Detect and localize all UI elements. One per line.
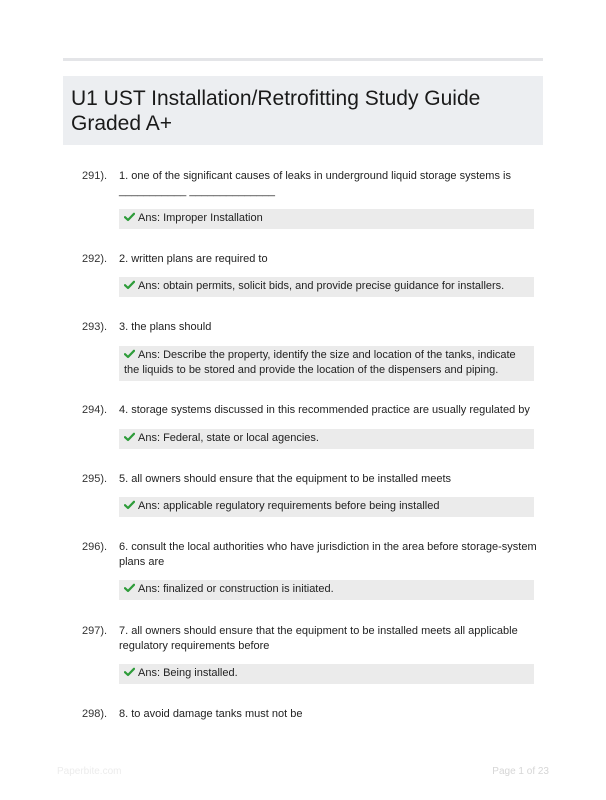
page-indicator: Page 1 of 23 [492, 766, 549, 777]
answer-box [119, 209, 534, 229]
answer-text: Ans: Federal, state or local agencies. [138, 432, 319, 444]
question-number: 292). [82, 253, 108, 265]
top-rule [63, 58, 543, 61]
answer-text: Ans: applicable regulatory requirements before being installed [138, 500, 440, 512]
check-icon [124, 212, 135, 222]
question-number: 294). [82, 404, 108, 416]
check-icon [124, 667, 135, 677]
check-icon [124, 349, 135, 359]
page-title [71, 86, 533, 136]
question-number: 298). [82, 708, 108, 720]
question-text: 6. consult the local authorities who have jurisdiction in the area before storage-system plans are [119, 541, 537, 568]
question-number: 297). [82, 625, 108, 637]
question-number: 295). [82, 473, 108, 485]
question-text: 2. written plans are required to [119, 253, 268, 265]
footer-watermark: Paperbite.com [57, 766, 122, 777]
question-text: 3. the plans should [119, 321, 212, 333]
answer-text: Ans: Improper Installation [138, 212, 263, 224]
check-icon [124, 280, 135, 290]
answer-box [119, 346, 534, 381]
question-text: 1. one of the significant causes of leaks in underground liquid storage systems is ___________ ______________ [119, 170, 511, 197]
answer-text: Ans: obtain permits, solicit bids, and provide precise guidance for installers. [138, 280, 505, 292]
question-text: 4. storage systems discussed in this recommended practice are usually regulated by [119, 404, 530, 416]
question-text: 7. all owners should ensure that the equipment to be installed meets all applicable regulatory requirements before [119, 625, 518, 652]
answer-text: Ans: Describe the property, identify the size and location of the tanks, indicate the liquids to be stored and provide the location of the dispensers and piping. [124, 349, 516, 376]
question-number: 293). [82, 321, 108, 333]
question-text: 8. to avoid damage tanks must not be [119, 708, 303, 720]
answer-text: Ans: finalized or construction is initiated. [138, 583, 334, 595]
answer-box [119, 664, 534, 684]
title-line-2: Graded A+ [71, 112, 172, 135]
check-icon [124, 583, 135, 593]
question-number: 296). [82, 541, 108, 553]
answer-box [119, 497, 534, 517]
answer-box [119, 429, 534, 449]
title-line-1: U1 UST Installation/Retrofitting Study Guide [71, 87, 481, 110]
answer-box [119, 580, 534, 600]
question-text: 5. all owners should ensure that the equipment to be installed meets [119, 473, 452, 485]
question-number: 291). [82, 170, 108, 182]
title-banner [63, 76, 543, 145]
check-icon [124, 500, 135, 510]
answer-text: Ans: Being installed. [138, 667, 238, 679]
answer-box [119, 277, 534, 297]
check-icon [124, 432, 135, 442]
